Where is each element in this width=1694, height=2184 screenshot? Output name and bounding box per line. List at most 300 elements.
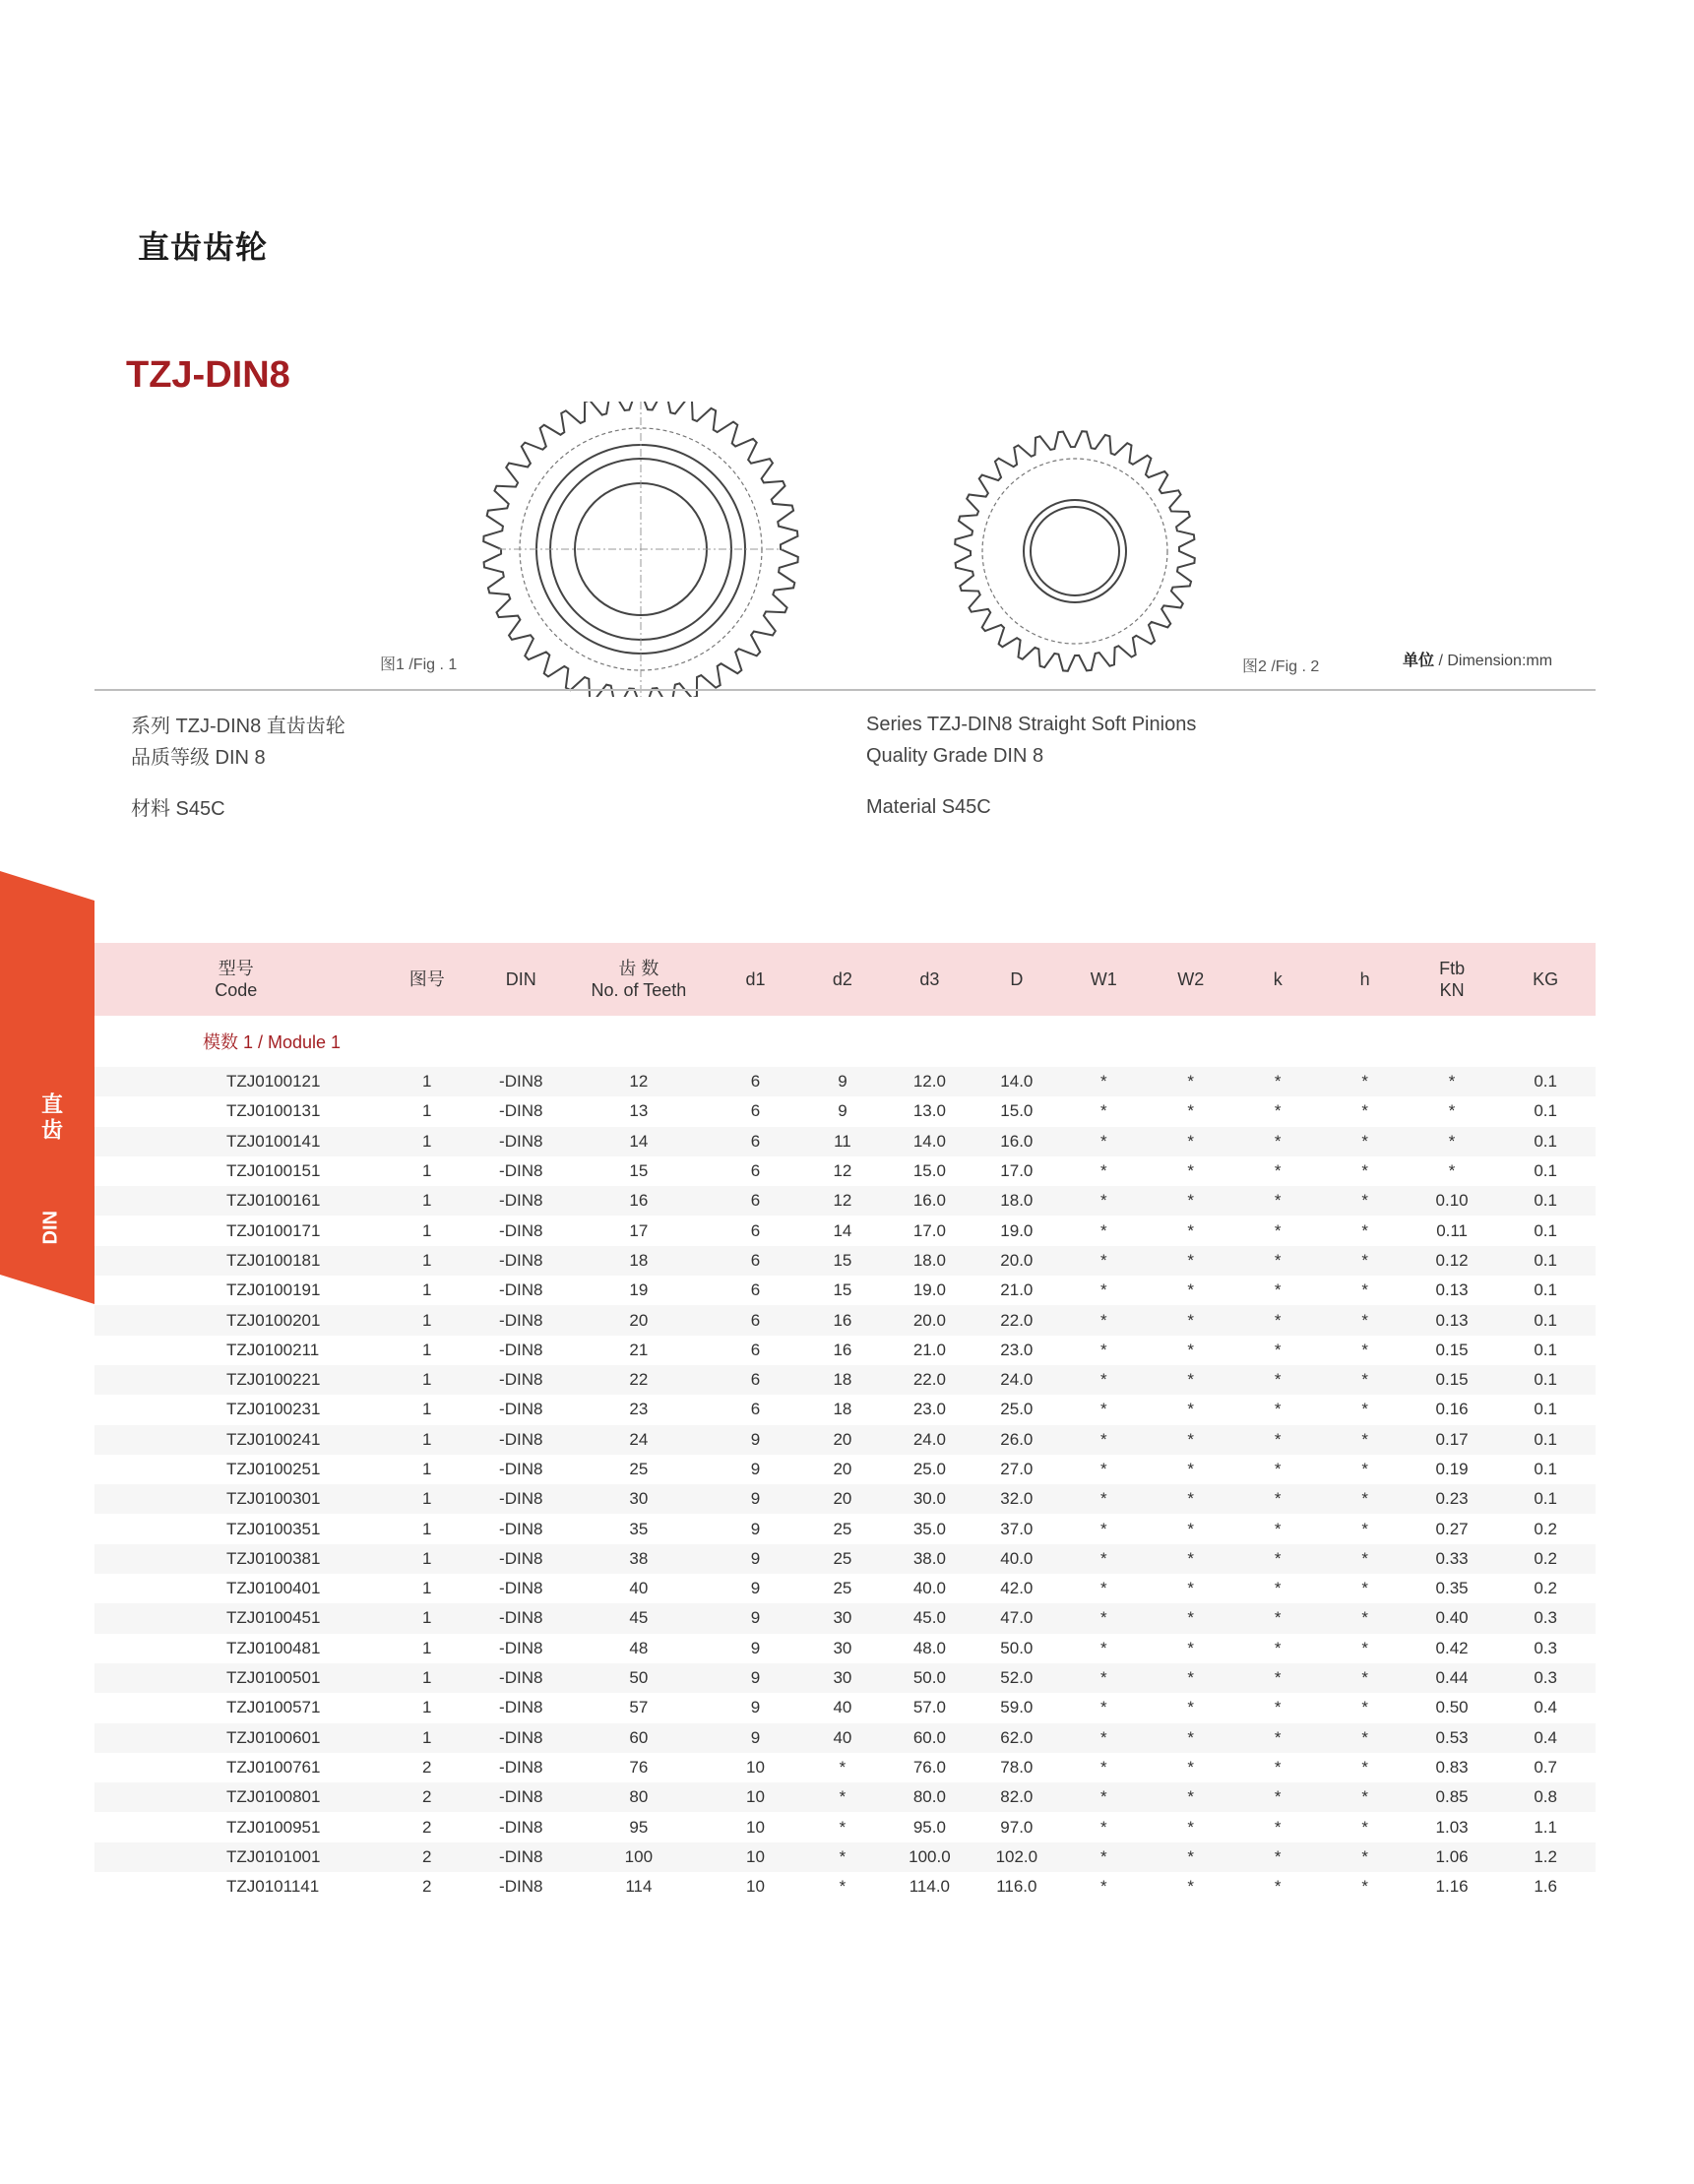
cell-kg: 1.1 [1534, 1817, 1557, 1837]
cell-kg: 0.1 [1534, 1220, 1557, 1240]
cell-figure-no: 1 [378, 1127, 477, 1156]
cell-d: 26.0 [973, 1425, 1060, 1455]
cell-ftb: 0.83 [1435, 1757, 1469, 1777]
table-row [94, 1425, 1596, 1455]
header-w2-label: W2 [1177, 969, 1205, 989]
cell-ftb: 0.12 [1409, 1246, 1495, 1276]
cell-d1: 6 [750, 1400, 761, 1419]
cell-w2: * [1148, 1365, 1234, 1395]
cell-d: 102.0 [973, 1842, 1060, 1872]
cell-ftb: 0.15 [1409, 1365, 1495, 1395]
cell-d2: 12 [799, 1186, 886, 1216]
cell-d2: 30 [833, 1638, 852, 1657]
gear-2-bore-outer [1024, 500, 1126, 602]
cell-kg: 0.3 [1534, 1638, 1557, 1657]
cell-d2: 30 [799, 1603, 886, 1633]
cell-ftb: 0.13 [1409, 1305, 1495, 1335]
cell-d2: 40 [833, 1698, 852, 1717]
cell-d3: 23.0 [912, 1400, 946, 1419]
cell-d2: 9 [838, 1101, 847, 1121]
cell-w1: * [1099, 1877, 1107, 1897]
cell-figure-no: 1 [422, 1280, 432, 1300]
cell-code: TZJ0100171 [226, 1220, 321, 1240]
cell-din: -DIN8 [499, 1757, 543, 1777]
cell-teeth: 48 [629, 1638, 649, 1657]
table-row [94, 1663, 1596, 1693]
cell-kg: 0.3 [1495, 1663, 1596, 1693]
cell-d: 47.0 [973, 1603, 1060, 1633]
cell-w2: * [1148, 1484, 1234, 1514]
cell-code: TZJ0100241 [94, 1425, 378, 1455]
cell-d1: 10 [746, 1877, 765, 1897]
cell-h: * [1321, 1305, 1408, 1335]
cell-teeth: 57 [629, 1698, 649, 1717]
cell-d: 37.0 [1000, 1519, 1034, 1538]
cell-d: 82.0 [973, 1782, 1060, 1812]
cell-d2: 25 [833, 1579, 852, 1598]
header-d [973, 943, 1060, 1016]
cell-h: * [1361, 1400, 1368, 1419]
cell-k: * [1234, 1246, 1321, 1276]
cell-d3: 20.0 [886, 1305, 972, 1335]
cell-code: TZJ0100131 [226, 1101, 321, 1121]
cell-ftb: 0.11 [1436, 1220, 1469, 1240]
cell-k: * [1234, 1782, 1321, 1812]
cell-d1: 6 [750, 1161, 761, 1181]
cell-d3: 114.0 [909, 1877, 951, 1897]
cell-d3: 16.0 [886, 1186, 972, 1216]
cell-d3: 60.0 [886, 1723, 972, 1753]
cell-teeth: 13 [629, 1101, 649, 1121]
cell-h: * [1321, 1127, 1408, 1156]
cell-teeth: 14 [565, 1127, 712, 1156]
module-label: 模数 1 / Module 1 [94, 1016, 1596, 1067]
cell-d: 27.0 [1000, 1460, 1034, 1478]
cell-code: TZJ0100761 [226, 1757, 321, 1777]
cell-code: TZJ0100451 [94, 1603, 378, 1633]
table-row [94, 1246, 1596, 1276]
cell-teeth: 22 [565, 1365, 712, 1395]
cell-h: * [1321, 1484, 1408, 1514]
cell-code: TZJ0100401 [226, 1579, 321, 1598]
cell-ftb: 0.23 [1409, 1484, 1495, 1514]
cell-d: 20.0 [973, 1246, 1060, 1276]
cell-d3: 48.0 [912, 1638, 946, 1657]
side-tab-label-en: DIN [39, 1211, 62, 1245]
cell-h: * [1361, 1340, 1368, 1359]
cell-figure-no: 1 [422, 1579, 432, 1598]
cell-w1: * [1099, 1460, 1107, 1478]
cell-ftb: 0.17 [1409, 1425, 1495, 1455]
cell-d3: 19.0 [912, 1280, 946, 1300]
table-row [94, 1455, 1596, 1484]
cell-w1: * [1060, 1723, 1147, 1753]
cell-teeth: 76 [629, 1757, 649, 1777]
cell-w2: * [1148, 1305, 1234, 1335]
header-kg [1495, 943, 1596, 1016]
cell-w2: * [1148, 1723, 1234, 1753]
dimension-unit-label-text: / Dimension:mm [1434, 653, 1553, 669]
cell-code: TZJ0100201 [94, 1305, 378, 1335]
cell-figure-no: 1 [422, 1340, 432, 1359]
cell-d1: 6 [712, 1365, 798, 1395]
cell-w1: * [1099, 1280, 1107, 1300]
cell-din: -DIN8 [499, 1400, 543, 1419]
cell-d2: 15 [833, 1280, 852, 1300]
cell-d: 32.0 [973, 1484, 1060, 1514]
cell-d1: 10 [746, 1817, 765, 1837]
cell-ftb: 0.19 [1435, 1460, 1469, 1478]
cell-w2: * [1187, 1101, 1195, 1121]
cell-din: -DIN8 [476, 1305, 565, 1335]
cell-code: TZJ0100231 [226, 1400, 321, 1419]
table-row [94, 1336, 1596, 1365]
cell-k: * [1234, 1842, 1321, 1872]
cell-code: TZJ0100301 [94, 1484, 378, 1514]
table-header-row [94, 943, 1596, 1016]
cell-d2: 40 [799, 1723, 886, 1753]
cell-k: * [1274, 1280, 1282, 1300]
cell-din: -DIN8 [476, 1127, 565, 1156]
material-cn: 材料 S45C [131, 798, 225, 820]
cell-teeth: 80 [565, 1782, 712, 1812]
cell-d3: 35.0 [912, 1519, 946, 1538]
cell-w1: * [1099, 1698, 1107, 1717]
cell-teeth: 20 [565, 1305, 712, 1335]
cell-d3: 57.0 [912, 1698, 946, 1717]
cell-k: * [1274, 1519, 1282, 1538]
cell-k: * [1234, 1544, 1321, 1574]
cell-d2: 14 [833, 1220, 852, 1240]
cell-din: -DIN8 [499, 1280, 543, 1300]
cell-code: TZJ0100481 [226, 1638, 321, 1657]
cell-ftb: 0.44 [1409, 1663, 1495, 1693]
cell-d2: 18 [799, 1365, 886, 1395]
table-row [94, 1723, 1596, 1753]
cell-figure-no: 1 [378, 1365, 477, 1395]
cell-w1: * [1099, 1579, 1107, 1598]
cell-ftb: * [1448, 1101, 1456, 1121]
cell-teeth: 45 [565, 1603, 712, 1633]
cell-w1: * [1099, 1101, 1107, 1121]
cell-w1: * [1060, 1842, 1147, 1872]
cell-code: TZJ0100161 [94, 1186, 378, 1216]
module-row [94, 1016, 1596, 1067]
cell-d1: 6 [712, 1067, 798, 1096]
side-tab-label-cn: 直齿 [38, 1092, 64, 1144]
cell-kg: 0.8 [1495, 1782, 1596, 1812]
cell-h: * [1321, 1663, 1408, 1693]
cell-w2: * [1187, 1638, 1195, 1657]
gear-2-teeth [955, 431, 1195, 671]
cell-d1: 9 [712, 1723, 798, 1753]
header-divider [94, 689, 1596, 691]
description-en-grade: Quality Grade DIN 8 [866, 745, 1044, 767]
cell-h: * [1321, 1246, 1408, 1276]
cell-figure-no: 1 [378, 1723, 477, 1753]
cell-ftb: 0.13 [1435, 1280, 1469, 1300]
table-row [94, 1276, 1596, 1305]
cell-k: * [1274, 1101, 1282, 1121]
cell-figure-no: 1 [378, 1425, 477, 1455]
cell-h: * [1361, 1877, 1368, 1897]
cell-h: * [1321, 1186, 1408, 1216]
cell-figure-no: 1 [422, 1460, 432, 1478]
cell-d3: 38.0 [886, 1544, 972, 1574]
specification-table [94, 943, 1596, 1902]
cell-w2: * [1187, 1161, 1195, 1181]
cell-code: TZJ0100211 [226, 1340, 320, 1359]
cell-ftb: 0.85 [1409, 1782, 1495, 1812]
cell-w2: * [1187, 1877, 1195, 1897]
cell-figure-no: 1 [422, 1220, 432, 1240]
cell-figure-no: 2 [378, 1842, 477, 1872]
cell-code: TZJ0101001 [94, 1842, 378, 1872]
header-teeth-sublabel: No. of Teeth [591, 980, 687, 1000]
cell-w1: * [1099, 1817, 1107, 1837]
cell-d2: 16 [799, 1305, 886, 1335]
cell-code: TZJ0100381 [94, 1544, 378, 1574]
cell-code: TZJ0100351 [226, 1519, 321, 1538]
cell-din: -DIN8 [476, 1544, 565, 1574]
cell-din: -DIN8 [476, 1663, 565, 1693]
cell-d1: 9 [712, 1484, 798, 1514]
cell-kg: 0.1 [1534, 1101, 1557, 1121]
table-row [94, 1395, 1596, 1424]
cell-teeth: 12 [565, 1067, 712, 1096]
cell-d1: 10 [712, 1782, 798, 1812]
cell-figure-no: 2 [378, 1782, 477, 1812]
cell-d3: 45.0 [886, 1603, 972, 1633]
cell-w2: * [1148, 1246, 1234, 1276]
header-h [1321, 943, 1408, 1016]
cell-din: -DIN8 [499, 1220, 543, 1240]
cell-kg: 0.4 [1534, 1698, 1557, 1717]
cell-d1: 9 [712, 1663, 798, 1693]
description-en [866, 709, 1196, 772]
cell-code: TZJ0100191 [226, 1280, 321, 1300]
cell-d2: 20 [833, 1460, 852, 1478]
cell-h: * [1361, 1757, 1368, 1777]
cell-w1: * [1099, 1161, 1107, 1181]
cell-d1: 6 [750, 1220, 761, 1240]
cell-d: 15.0 [1000, 1101, 1034, 1121]
cell-h: * [1361, 1698, 1368, 1717]
cell-kg: 0.2 [1534, 1519, 1557, 1538]
cell-d1: 6 [750, 1280, 761, 1300]
cell-teeth: 25 [629, 1460, 649, 1478]
cell-code: TZJ0100141 [94, 1127, 378, 1156]
table-row [94, 1127, 1596, 1156]
header-teeth-label: 齿 数 [618, 959, 659, 978]
figure-1-label: 图1 /Fig . 1 [380, 656, 458, 673]
header-figure-no [378, 943, 477, 1016]
cell-ftb: 0.53 [1409, 1723, 1495, 1753]
gear-2-bore [1031, 507, 1119, 595]
cell-d: 19.0 [1000, 1220, 1034, 1240]
cell-figure-no: 1 [378, 1544, 477, 1574]
cell-h: * [1361, 1519, 1368, 1538]
cell-k: * [1274, 1220, 1282, 1240]
cell-kg: 0.2 [1495, 1544, 1596, 1574]
cell-code: TZJ0100601 [94, 1723, 378, 1753]
cell-d: 18.0 [973, 1186, 1060, 1216]
table-row [94, 1544, 1596, 1574]
cell-d3: 95.0 [912, 1817, 946, 1837]
header-d3-label: d3 [919, 969, 940, 989]
cell-d1: 9 [712, 1425, 798, 1455]
cell-kg: 0.4 [1495, 1723, 1596, 1753]
cell-din: -DIN8 [499, 1460, 543, 1478]
cell-kg: 1.6 [1534, 1877, 1557, 1897]
cell-d3: 40.0 [912, 1579, 946, 1598]
cell-d2: 18 [833, 1400, 852, 1419]
cell-w2: * [1187, 1579, 1195, 1598]
cell-h: * [1361, 1220, 1368, 1240]
cell-teeth: 18 [565, 1246, 712, 1276]
cell-figure-no: 1 [422, 1101, 432, 1121]
cell-w2: * [1187, 1519, 1195, 1538]
cell-w2: * [1148, 1186, 1234, 1216]
cell-ftb: * [1448, 1161, 1456, 1181]
series-title: TZJ-DIN8 [126, 354, 290, 396]
header-w1 [1060, 943, 1147, 1016]
table-row [94, 1693, 1596, 1722]
cell-h: * [1321, 1544, 1408, 1574]
gear-figure-1 [478, 402, 803, 697]
cell-d2: 30 [799, 1663, 886, 1693]
cell-figure-no: 1 [378, 1484, 477, 1514]
cell-d1: 6 [750, 1101, 761, 1121]
cell-d2: 25 [799, 1544, 886, 1574]
header-kg-label: KG [1533, 969, 1559, 989]
cell-figure-no: 1 [422, 1638, 432, 1657]
cell-code: TZJ0100501 [94, 1663, 378, 1693]
cell-figure-no: 1 [378, 1663, 477, 1693]
cell-code: TZJ0100181 [94, 1246, 378, 1276]
cell-w1: * [1060, 1127, 1147, 1156]
table-row [94, 1812, 1596, 1841]
cell-h: * [1321, 1365, 1408, 1395]
cell-teeth: 19 [629, 1280, 649, 1300]
cell-w2: * [1148, 1127, 1234, 1156]
cell-ftb: 0.27 [1435, 1519, 1469, 1538]
cell-d3: 21.0 [912, 1340, 946, 1359]
cell-kg: 0.1 [1495, 1484, 1596, 1514]
cell-ftb: 0.10 [1409, 1186, 1495, 1216]
cell-kg: 0.1 [1534, 1460, 1557, 1478]
cell-ftb: 0.16 [1435, 1400, 1469, 1419]
cell-h: * [1361, 1280, 1368, 1300]
cell-teeth: 114 [625, 1877, 653, 1897]
cell-code: TZJ0100801 [94, 1782, 378, 1812]
cell-k: * [1234, 1425, 1321, 1455]
cell-din: -DIN8 [499, 1579, 543, 1598]
cell-w1: * [1099, 1638, 1107, 1657]
cell-d3: 24.0 [886, 1425, 972, 1455]
header-din-label: DIN [505, 969, 536, 989]
header-d1-label: d1 [745, 969, 766, 989]
cell-ftb: 0.15 [1435, 1340, 1469, 1359]
cell-d2: 9 [799, 1067, 886, 1096]
header-d2-label: d2 [832, 969, 852, 989]
cell-d: 25.0 [1000, 1400, 1034, 1419]
cell-d2: 16 [833, 1340, 852, 1359]
cell-d2: * [839, 1757, 847, 1777]
cell-d1: 10 [746, 1757, 765, 1777]
cell-kg: 0.1 [1534, 1280, 1557, 1300]
cell-d2: * [839, 1877, 847, 1897]
cell-kg: 0.1 [1495, 1425, 1596, 1455]
dimension-unit-label [1403, 648, 1552, 670]
cell-code: TZJ0100951 [226, 1817, 321, 1837]
cell-w1: * [1099, 1400, 1107, 1419]
cell-k: * [1274, 1579, 1282, 1598]
cell-k: * [1274, 1460, 1282, 1478]
cell-k: * [1234, 1663, 1321, 1693]
cell-k: * [1234, 1603, 1321, 1633]
cell-d3: 25.0 [912, 1460, 946, 1478]
cell-din: -DIN8 [499, 1519, 543, 1538]
cell-w1: * [1060, 1663, 1147, 1693]
cell-d1: 9 [750, 1519, 761, 1538]
cell-ftb: 0.50 [1435, 1698, 1469, 1717]
cell-w2: * [1187, 1280, 1195, 1300]
cell-ftb: * [1409, 1067, 1495, 1096]
cell-kg: 0.1 [1534, 1340, 1557, 1359]
table-row [94, 1574, 1596, 1603]
cell-w1: * [1060, 1484, 1147, 1514]
cell-d3: 100.0 [886, 1842, 972, 1872]
cell-d: 62.0 [973, 1723, 1060, 1753]
cell-figure-no: 1 [378, 1305, 477, 1335]
cell-d: 14.0 [973, 1067, 1060, 1096]
cell-h: * [1321, 1723, 1408, 1753]
cell-code: TZJ0100151 [226, 1161, 321, 1181]
header-h-label: h [1359, 969, 1370, 989]
dimension-unit-label-bold: 单位 [1403, 653, 1435, 669]
cell-figure-no: 1 [378, 1603, 477, 1633]
cell-teeth: 60 [565, 1723, 712, 1753]
cell-d1: 6 [712, 1246, 798, 1276]
cell-d3: 76.0 [912, 1757, 946, 1777]
cell-d1: 6 [712, 1186, 798, 1216]
cell-d1: 9 [750, 1638, 761, 1657]
cell-kg: 0.1 [1495, 1246, 1596, 1276]
cell-w1: * [1060, 1186, 1147, 1216]
header-code [94, 943, 378, 1016]
cell-k: * [1274, 1400, 1282, 1419]
cell-d2: 25 [833, 1519, 852, 1538]
cell-d: 50.0 [1000, 1638, 1034, 1657]
cell-din: -DIN8 [476, 1067, 565, 1096]
cell-din: -DIN8 [476, 1603, 565, 1633]
cell-w2: * [1148, 1603, 1234, 1633]
header-d1 [712, 943, 798, 1016]
cell-din: -DIN8 [499, 1698, 543, 1717]
cell-kg: 0.3 [1495, 1603, 1596, 1633]
table-row [94, 1365, 1596, 1395]
header-code-sublabel: Code [215, 980, 258, 1000]
cell-teeth: 24 [565, 1425, 712, 1455]
cell-d: 97.0 [1000, 1817, 1034, 1837]
cell-teeth: 15 [629, 1161, 649, 1181]
cell-teeth: 95 [629, 1817, 649, 1837]
cell-k: * [1274, 1698, 1282, 1717]
header-teeth [565, 943, 712, 1016]
cell-d2: 15 [799, 1246, 886, 1276]
header-code-label: 型号 [218, 959, 254, 978]
